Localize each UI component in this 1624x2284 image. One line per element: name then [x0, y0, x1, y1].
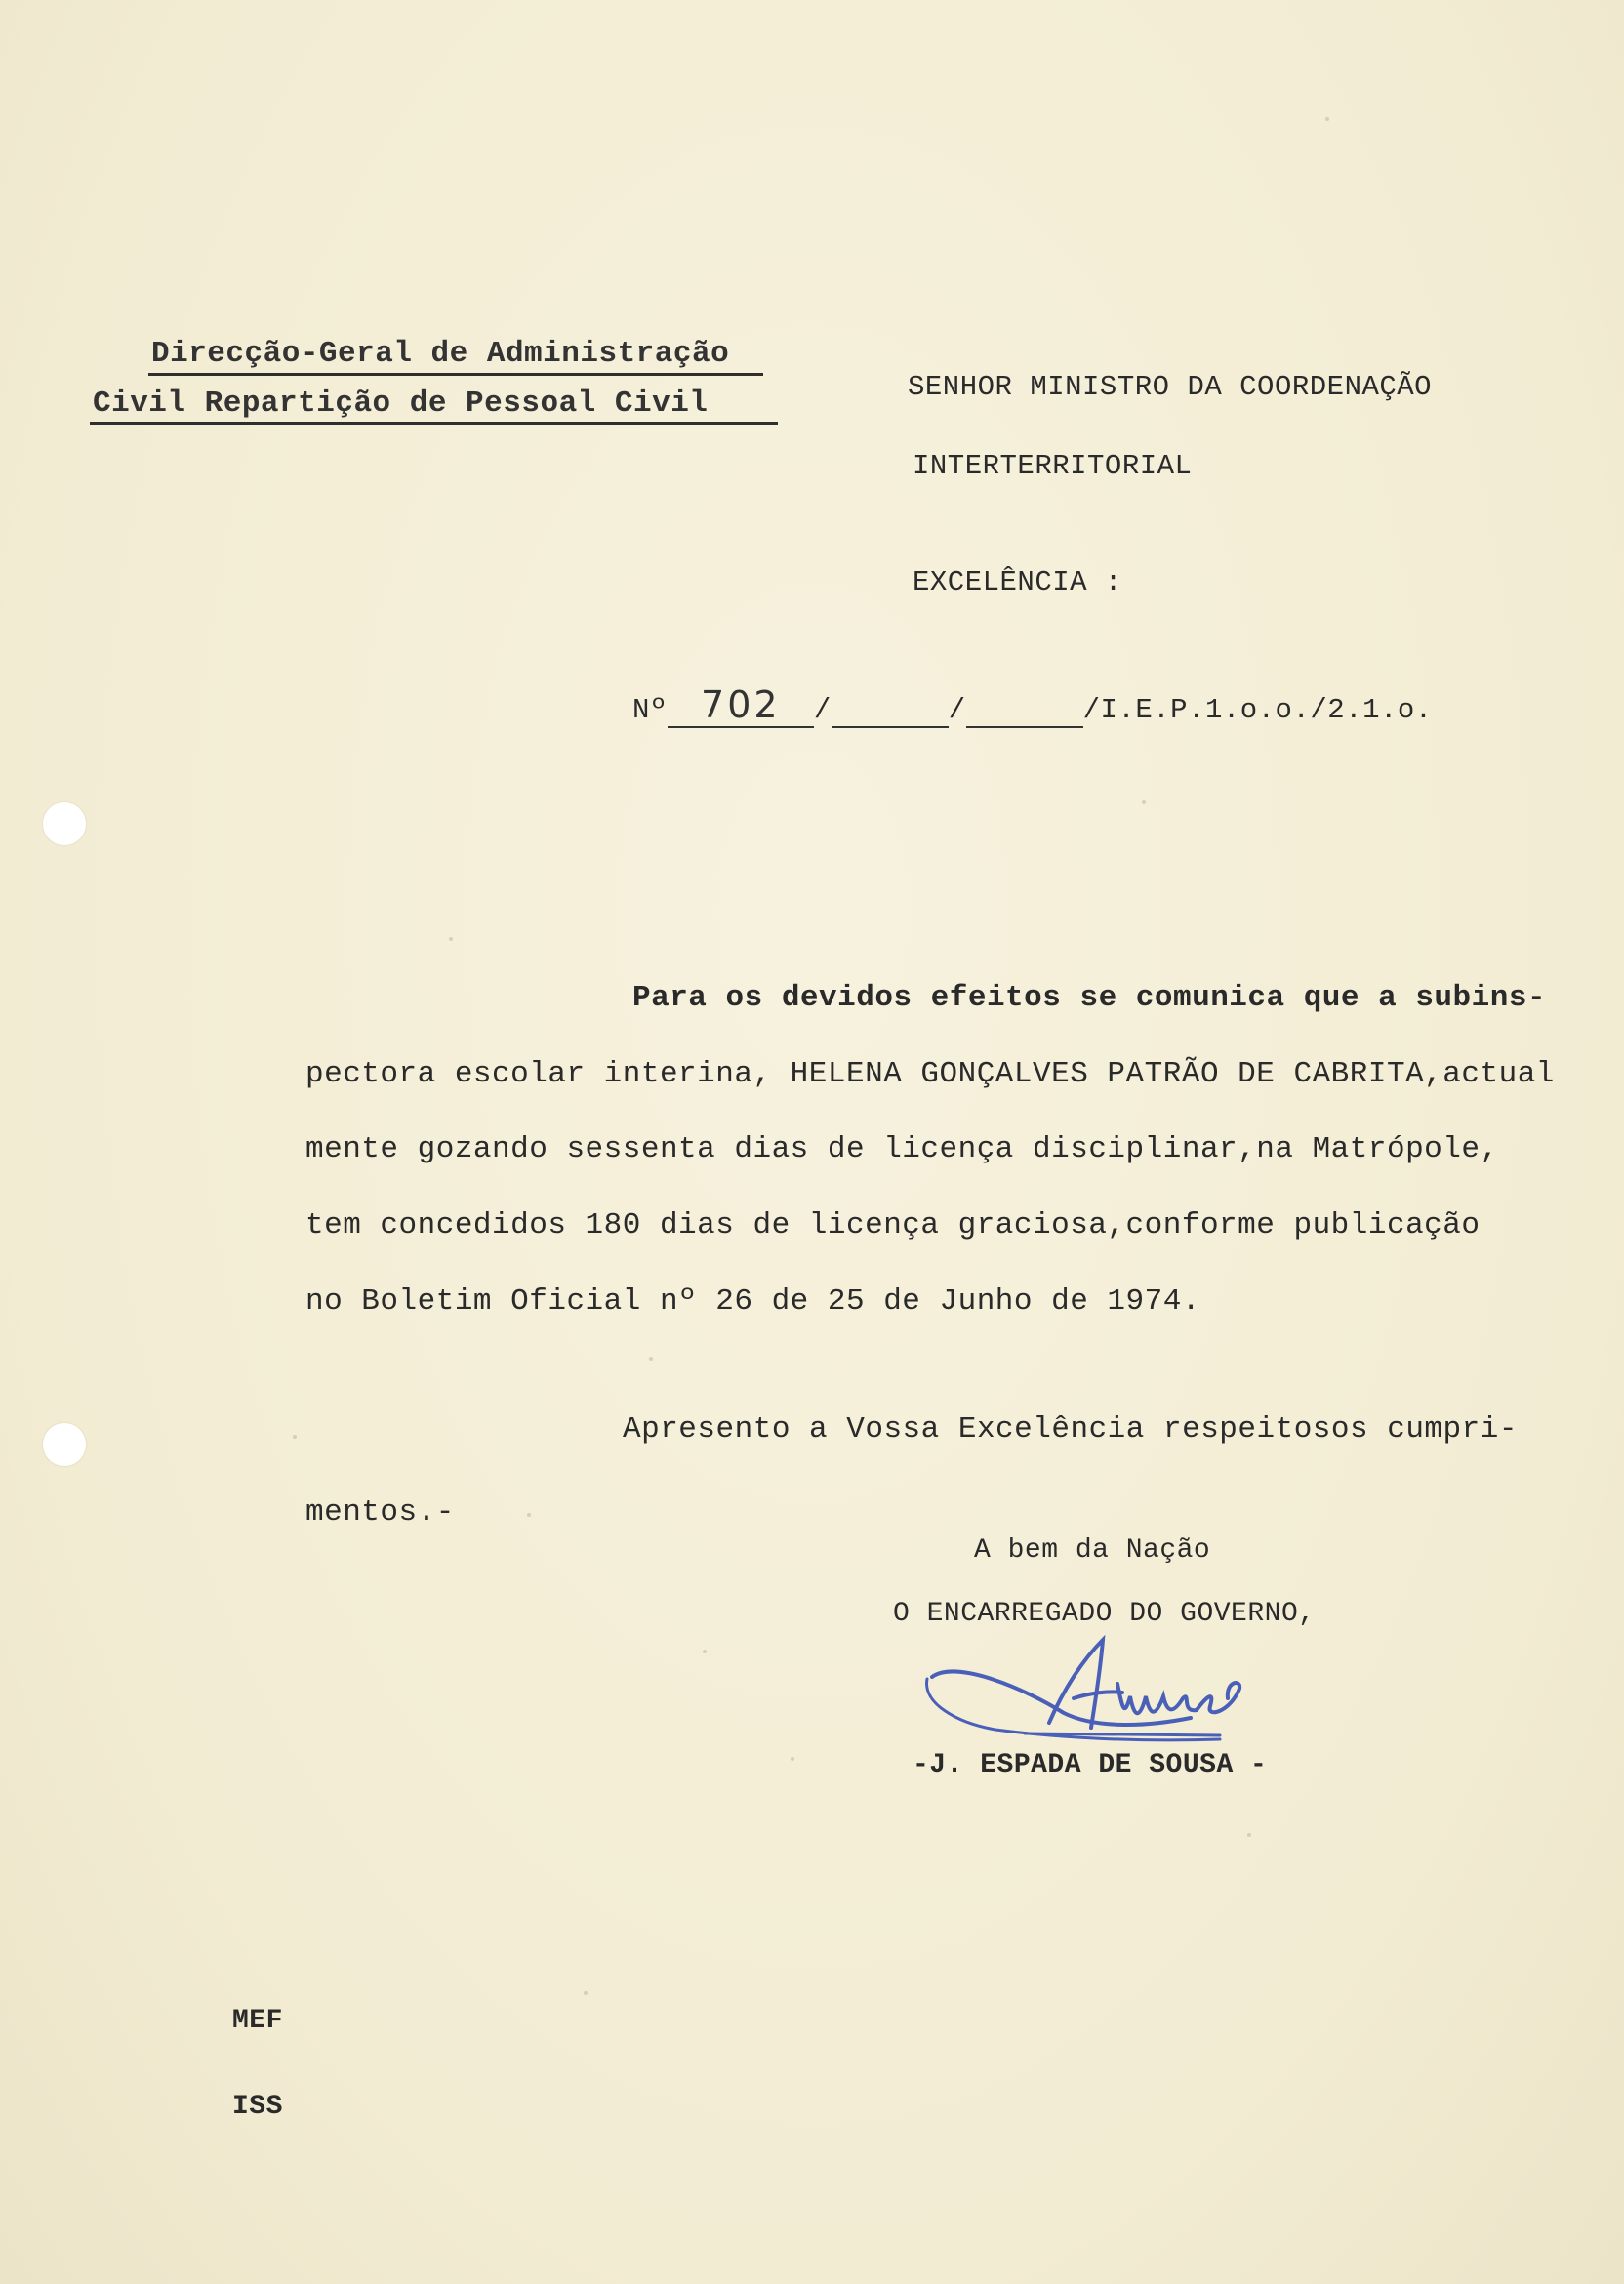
department-header-line2: Civil Repartição de Pessoal Civil — [93, 387, 709, 421]
reference-slash: / — [948, 694, 966, 726]
paper-speck — [703, 1650, 707, 1653]
reference-slash: / — [813, 694, 832, 726]
closing-line-2: mentos.- — [305, 1495, 455, 1529]
signatory-title: O ENCARREGADO DO GOVERNO, — [893, 1599, 1316, 1629]
paper-speck — [527, 1513, 531, 1517]
reference-suffix: /I.E.P.1.o.o./2.1.o. — [1082, 694, 1433, 726]
closing-line-1: Apresento a Vossa Excelência respeitosos cumpri- — [623, 1412, 1518, 1447]
reference-blank-1 — [832, 694, 949, 728]
reference-number-field — [668, 683, 814, 728]
paper-speck — [1325, 117, 1329, 121]
reference-line — [632, 683, 1433, 728]
initials-line1: MEF — [232, 2006, 283, 2036]
reference-number: 702 — [701, 683, 781, 726]
paper-speck — [791, 1757, 794, 1761]
signatory-name: -J. ESPADA DE SOUSA - — [913, 1750, 1268, 1780]
body-line-5: no Boletim Oficial nº 26 de 25 de Junho de 1974. — [305, 1285, 1200, 1319]
motto: A bem da Nação — [974, 1535, 1211, 1566]
paper-speck — [1142, 800, 1146, 804]
body-line-4: tem concedidos 180 dias de licença graciosa,conforme publicação — [305, 1208, 1481, 1243]
addressee-line1: SENHOR MINISTRO DA COORDENAÇÃO — [908, 371, 1433, 403]
header-underline-1 — [148, 373, 763, 376]
body-line-3: mente gozando sessenta dias de licença disciplinar,na Matrópole, — [305, 1132, 1499, 1166]
punch-hole-bottom — [43, 1423, 86, 1466]
body-line-1 — [632, 981, 1546, 1015]
reference-blank-2 — [966, 694, 1083, 728]
handwritten-signature — [917, 1620, 1327, 1757]
department-header-line1: Direcção-Geral de Administração — [151, 337, 730, 371]
body-line-2: pectora escolar interina, HELENA GONÇALVES PATRÃO DE CABRITA,actual — [305, 1057, 1555, 1091]
salutation: EXCELÊNCIA : — [913, 566, 1122, 598]
paper-speck — [449, 937, 453, 941]
paper-speck — [584, 1991, 588, 1995]
body-line-1-text: Para os devidos efeitos se comunica que a subins- — [632, 981, 1547, 1015]
header-underline-2 — [90, 422, 778, 425]
punch-hole-top — [43, 802, 86, 845]
paper-speck — [293, 1435, 297, 1439]
paper-speck — [1247, 1833, 1251, 1837]
paper-speck — [649, 1357, 653, 1361]
addressee-line2: INTERTERRITORIAL — [913, 450, 1193, 482]
reference-prefix: Nº — [632, 694, 668, 726]
initials-line2: ISS — [232, 2092, 283, 2122]
